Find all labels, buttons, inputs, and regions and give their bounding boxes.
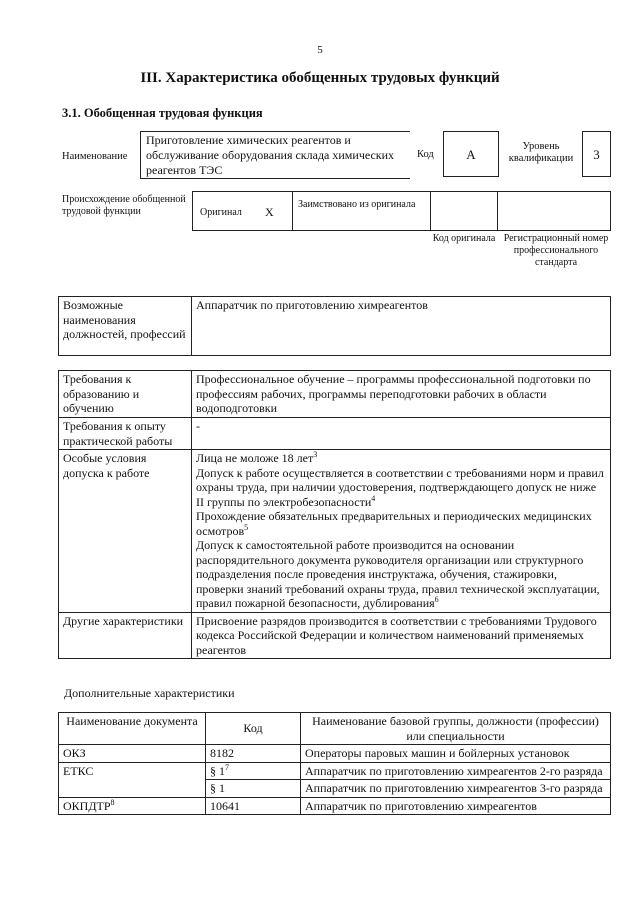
- subsection-title: 3.1. Обобщенная трудовая функция: [62, 106, 263, 120]
- table-row: [59, 762, 611, 780]
- page-number: 5: [317, 44, 323, 56]
- additional-code: 10641: [206, 797, 301, 815]
- footnote-ref: 4: [371, 493, 376, 503]
- table-row: [59, 797, 611, 815]
- additional-code-text: § 1: [210, 763, 225, 778]
- additional-header-doc: Наименование документа: [59, 713, 206, 745]
- origin-label: Происхождение обобщенной трудовой функции: [62, 194, 186, 217]
- additional-header-name: Наименование базовой группы, должности (профессии) или специальности: [301, 713, 611, 745]
- positions-label: Возможные наименования должностей, профессий: [59, 297, 192, 356]
- req-conditions-line: Допуск к работе осуществляется в соответствии с требованиями норм и правил охраны труда, при наличии удостоверения, подтверждающего допуск не ниже II группы по электробезопасности: [196, 465, 604, 509]
- req-education-label: Требования к образованию и обучению: [59, 371, 192, 418]
- req-conditions-label: Особые условия допуска к работе: [59, 450, 192, 613]
- footnote-ref: 6: [434, 595, 439, 604]
- gtf-level-value: 3: [582, 131, 611, 177]
- footnote-ref: 7: [225, 762, 229, 772]
- table-row: [59, 745, 611, 763]
- req-conditions-value: [192, 450, 611, 613]
- additional-name: Операторы паровых машин и бойлерных установок: [301, 745, 611, 763]
- requirements-table: [58, 370, 611, 659]
- origin-reg-caption: Регистрационный номер профессионального стандарта: [503, 233, 609, 268]
- req-conditions-line: Допуск к самостоятельной работе производится на основании распорядительного документа руководителя организации или структурного подразделения после проведения инструктажа, обучения, стажировки, проверки знаний требований охраны труда, правил технической эксплуатации, правил пожарной безопасности, дублирования: [196, 538, 600, 610]
- req-experience-label: Требования к опыту практической работы: [59, 418, 192, 450]
- gtf-code-value: А: [443, 131, 499, 177]
- footnote-ref: 8: [110, 797, 115, 807]
- additional-title: Дополнительные характеристики: [64, 686, 235, 700]
- req-conditions-line: Лица не моложе 18 лет: [196, 451, 314, 465]
- additional-table: [58, 712, 611, 815]
- footnote-ref: 3: [313, 450, 318, 459]
- gtf-level-label: Уровень квалификации: [508, 141, 574, 164]
- additional-name: Аппаратчик по приготовлению химреагентов 2-го разряда: [301, 762, 611, 780]
- req-conditions-line: Прохождение обязательных предварительных и периодических медицинских осмотров: [196, 509, 592, 538]
- additional-code: [206, 762, 301, 780]
- section-title: III. Характеристика обобщенных трудовых функций: [140, 70, 500, 86]
- origin-original-label: Оригинал: [200, 207, 242, 218]
- footnote-ref: 5: [244, 522, 249, 532]
- additional-code: 8182: [206, 745, 301, 763]
- additional-header-code: Код: [206, 713, 301, 745]
- origin-code-caption: Код оригинала: [432, 233, 496, 244]
- positions-value: Аппаратчик по приготовлению химреагентов: [192, 297, 611, 356]
- additional-doc: ОКЗ: [59, 745, 206, 763]
- req-education-value: Профессиональное обучение – программы профессиональной подготовки по профессиям рабочих, программы переподготовки рабочих в области водоподготовки: [192, 371, 611, 418]
- additional-doc-text: ОКПДТР: [63, 798, 111, 813]
- req-other-label: Другие характеристики: [59, 612, 192, 659]
- gtf-name-value: Приготовление химических реагентов и обслуживание оборудования склада химических реагентов ТЭС: [140, 131, 410, 179]
- req-other-value: Присвоение разрядов производится в соответствии с требованиями Трудового кодекса Российской Федерации и количеством наименований применяемых реагентов: [192, 612, 611, 659]
- gtf-code-label: Код: [417, 149, 434, 160]
- origin-box: [192, 191, 611, 231]
- additional-doc: ЕТКС: [59, 762, 206, 797]
- additional-name: Аппаратчик по приготовлению химреагентов 3-го разряда: [301, 780, 611, 798]
- additional-name: Аппаратчик по приготовлению химреагентов: [301, 797, 611, 815]
- positions-table: [58, 296, 611, 356]
- additional-code: § 1: [206, 780, 301, 798]
- origin-borrowed-label: Заимствовано из оригинала: [298, 199, 416, 210]
- req-experience-value: -: [192, 418, 611, 450]
- origin-original-mark: X: [265, 205, 274, 219]
- additional-doc: [59, 797, 206, 815]
- gtf-name-label: Наименование: [62, 151, 128, 162]
